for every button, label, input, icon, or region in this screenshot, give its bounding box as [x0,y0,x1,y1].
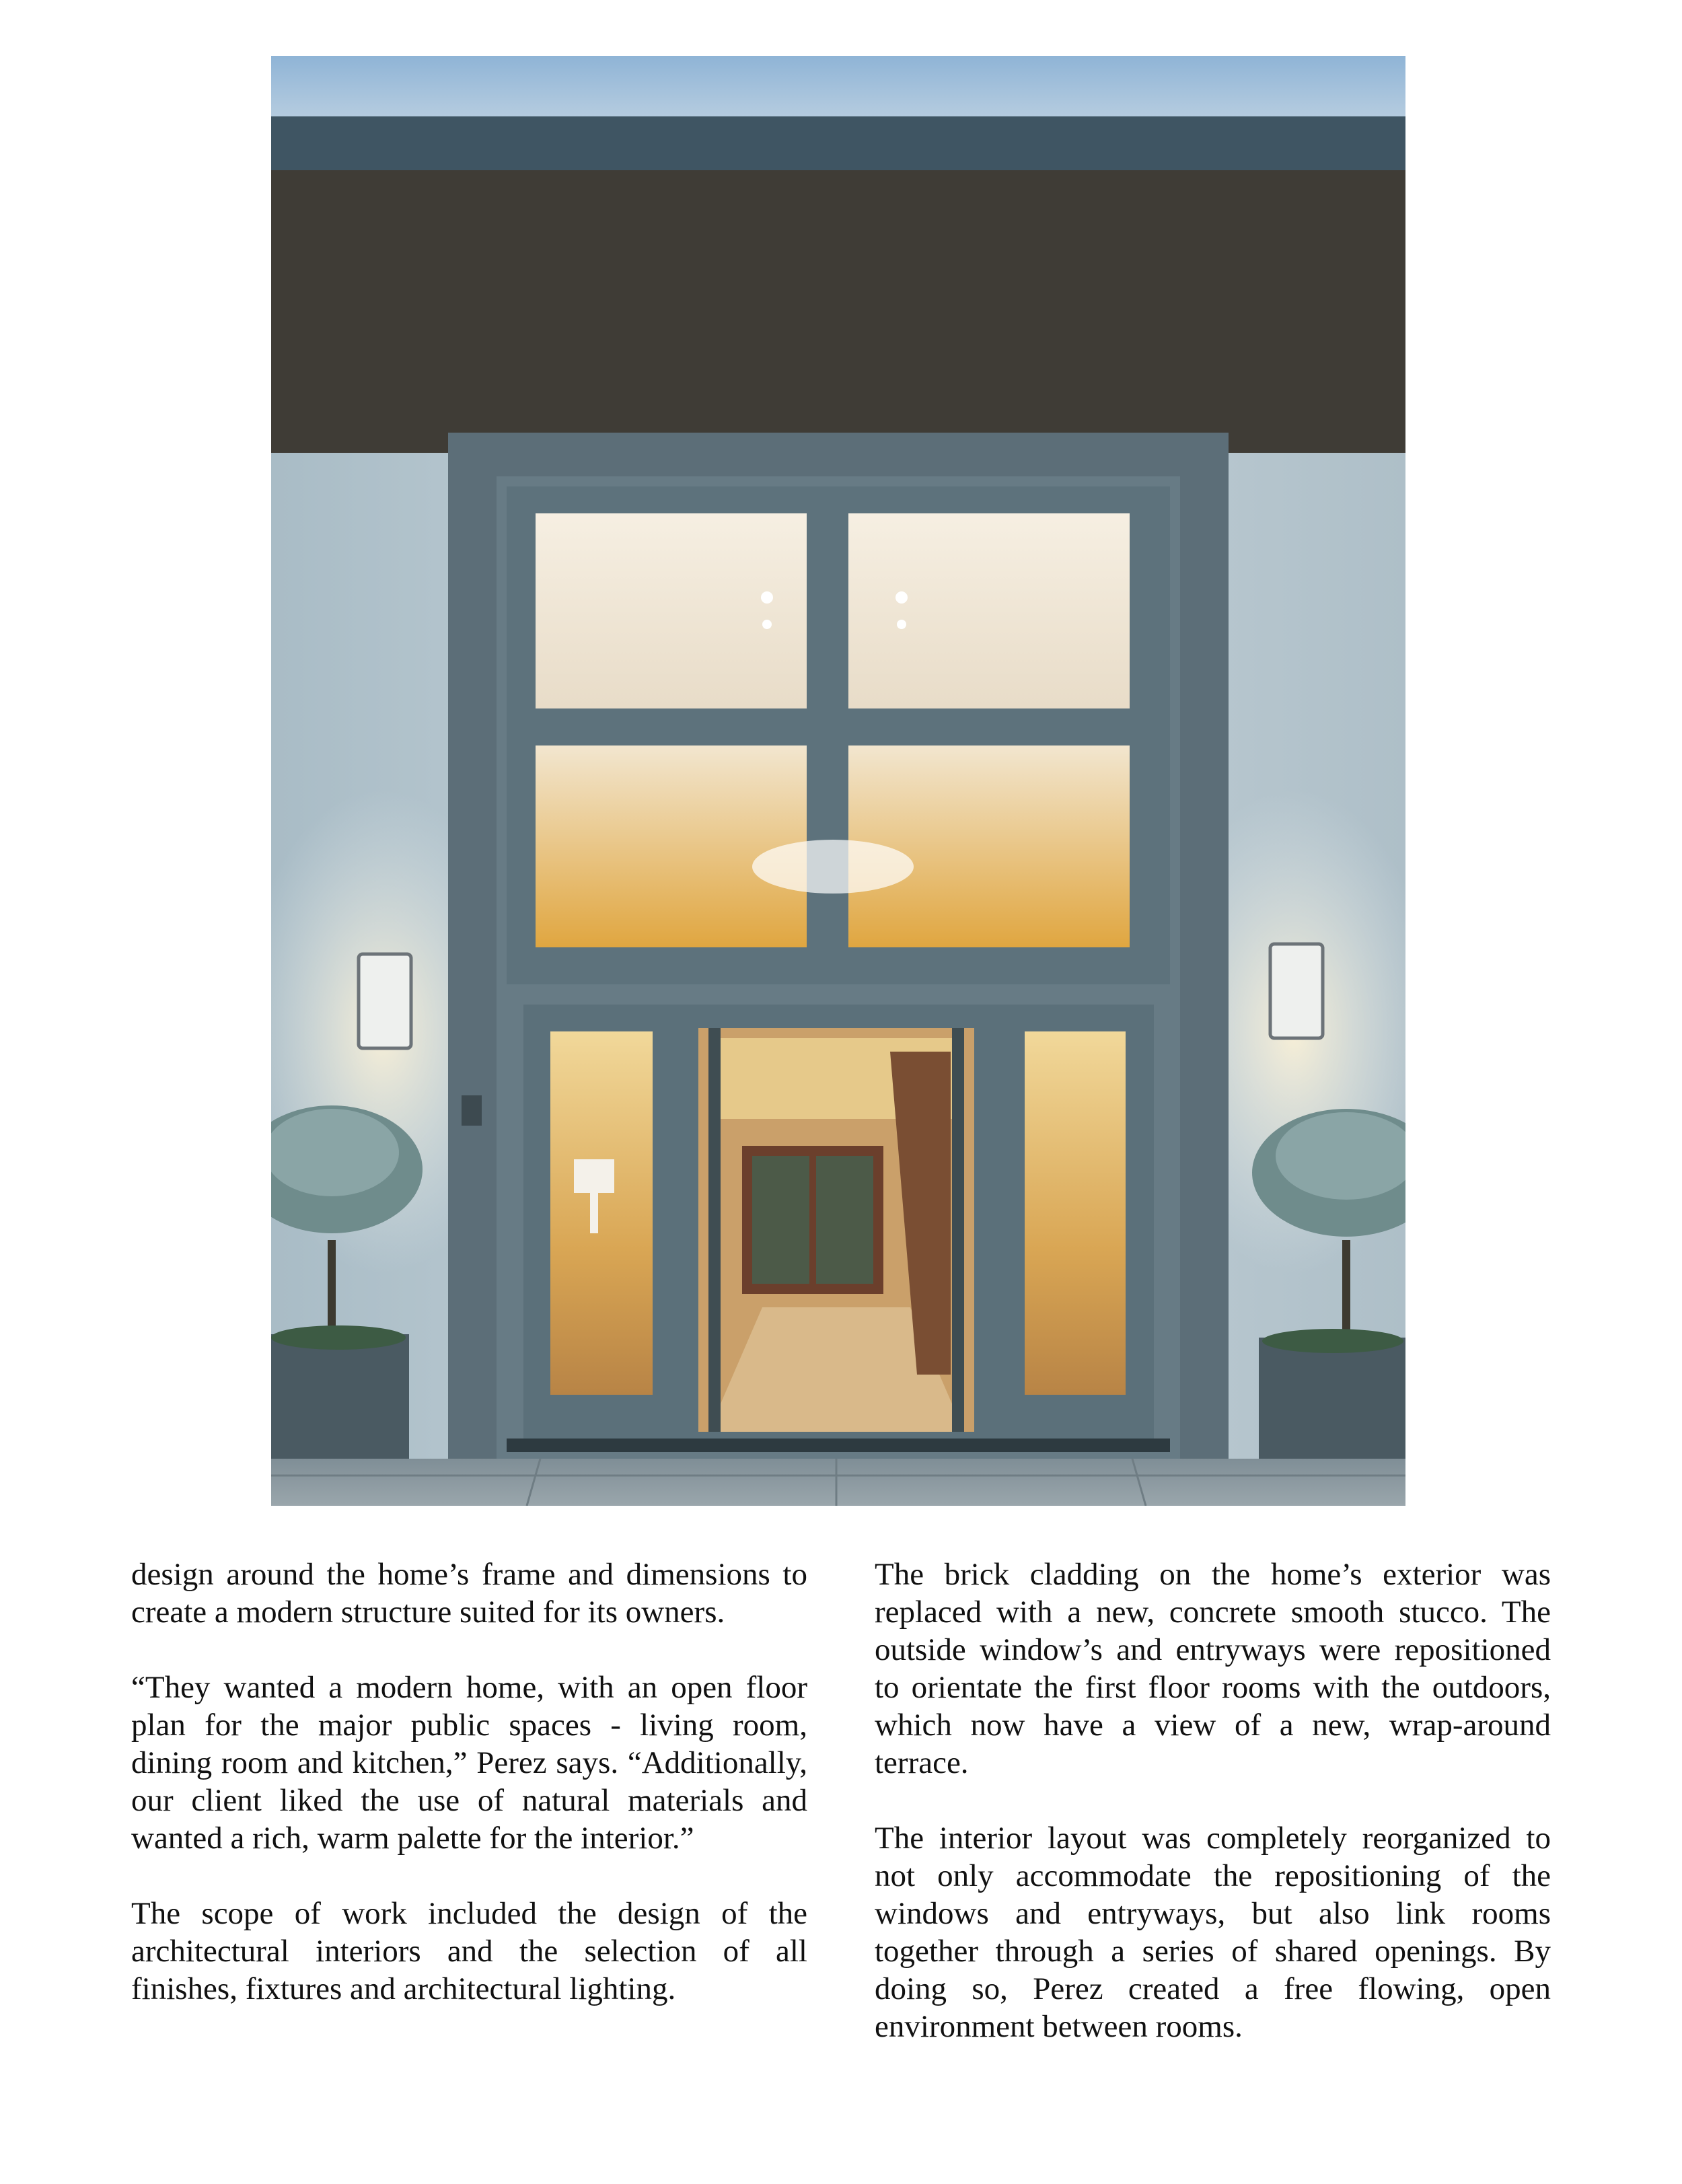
paragraph: The scope of work included the design of the architectural interiors and the selection of all finishes, fixtures and architectural lighting. [131,1896,807,2006]
article-body [131,1556,1551,2094]
paragraph: The interior layout was completely reorganized to not only accommodate the repositioning of the windows and entryways, but also link rooms together through a series of shared openings. By doing so, Perez created a free flowing, open environment between rooms. [875,1821,1551,2044]
left-column [131,1556,807,2008]
entrance-illustration [271,56,1405,1506]
paragraph: design around the home’s frame and dimensions to create a modern structure suited for its owners. [131,1557,807,1630]
paragraph: “They wanted a modern home, with an open floor plan for the major public spaces - living room, dining room and kitchen,” Perez says. “Additionally, our client liked the use of natural materials and wanted a rich, warm palette for the interior.” [131,1670,807,1856]
paragraph: The brick cladding on the home’s exterior was replaced with a new, concrete smooth stucco. The outside window’s and entryways were repositioned to orientate the first floor rooms with the outdoors, which now have a view of a new, wrap-around terrace. [875,1557,1551,1780]
right-column [875,1556,1551,2045]
house-entrance-photo [271,56,1405,1506]
